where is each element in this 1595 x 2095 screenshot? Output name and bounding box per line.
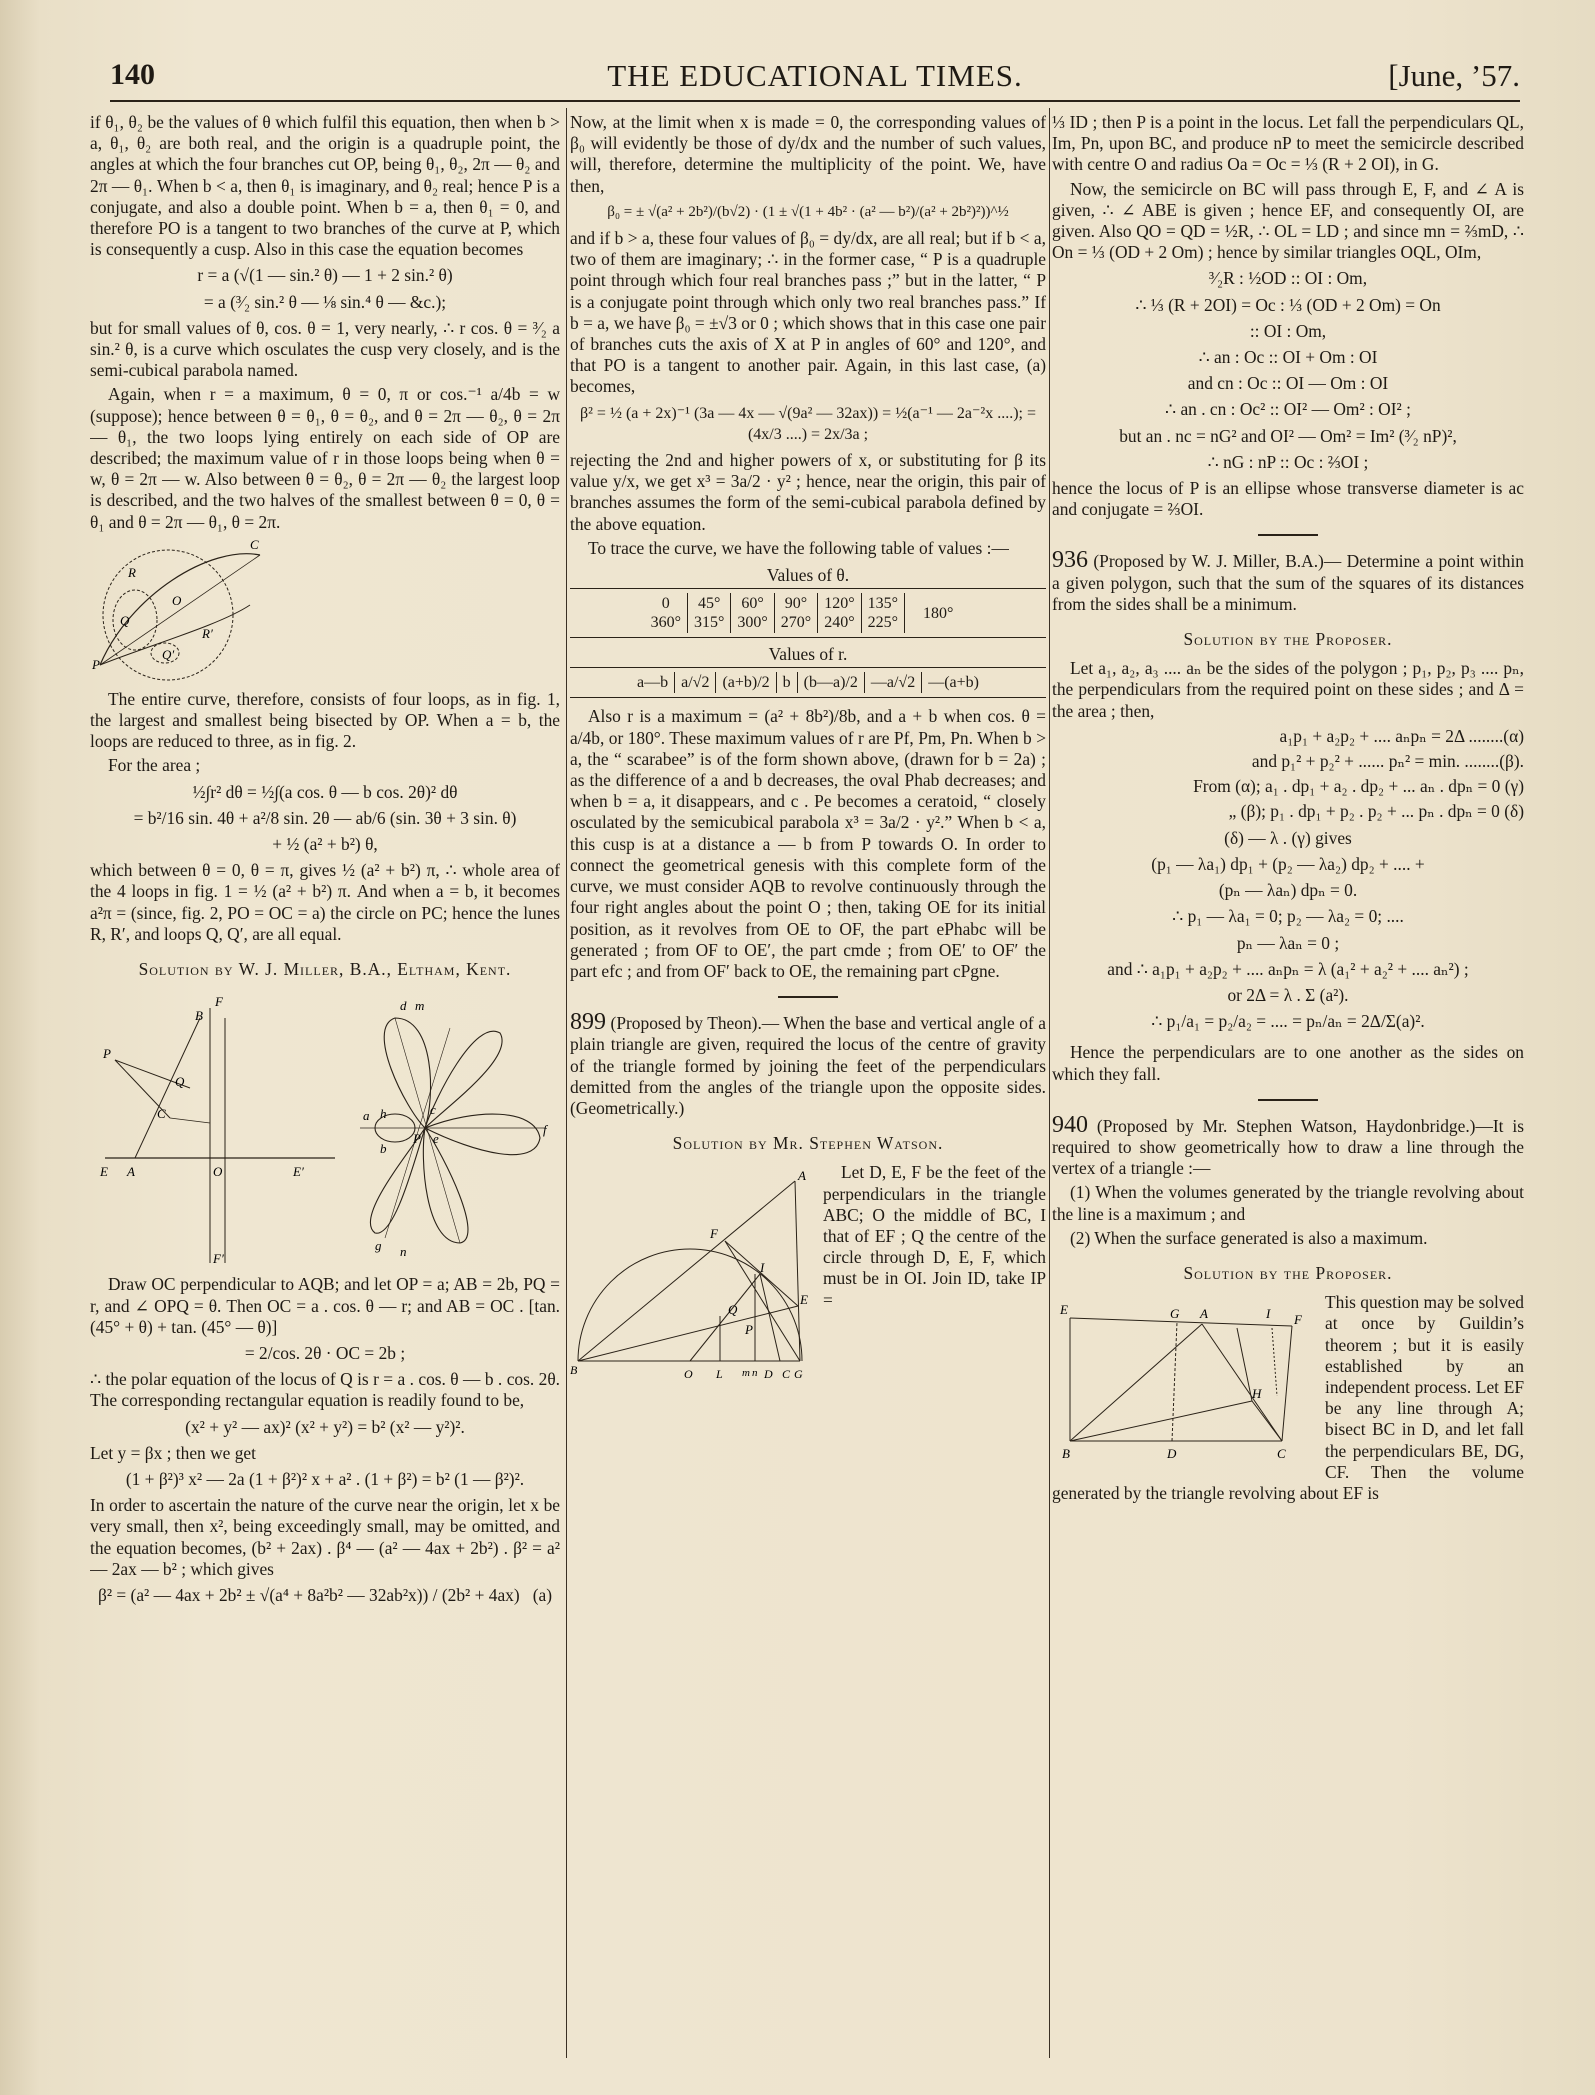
fig-label: F	[215, 994, 223, 1010]
solution-heading: Solution by Mr. Stephen Watson.	[672, 1133, 944, 1154]
fig-label: O	[213, 1164, 223, 1180]
fig-label: H	[1252, 1386, 1262, 1402]
equation: ∴ nG : nP :: Oc : ⅔OI ;	[1207, 451, 1369, 472]
fig-label: g	[375, 1238, 382, 1254]
paragraph: Draw OC perpendicular to AQB; and let OP = a; AB = 2b, PQ = r, and ∠ OPQ = θ. Then OC = a . cos. θ — r; and AB = OC . [tan. (45° + θ) + tan. (45° — θ)]	[90, 1274, 560, 1337]
equation: or 2Δ = λ . Σ (a²).	[1227, 984, 1349, 1005]
table-cell: a/√2	[675, 672, 716, 693]
fig-label: L	[716, 1367, 723, 1382]
equation: ∴ p₁/a₁ = p₂/a₂ = .... = pₙ/aₙ = 2Δ/Σ(a)².	[1151, 1011, 1425, 1032]
equation: (δ) — λ . (γ) gives	[1224, 827, 1352, 848]
column-1	[90, 112, 560, 2062]
section-separator	[1258, 534, 1318, 536]
table-cell: 135° 225°	[861, 593, 904, 633]
equation: and cn : Oc :: OI — Om : OI	[1187, 373, 1389, 394]
table-caption: Values of θ.	[766, 565, 850, 586]
table-rule	[570, 697, 1046, 698]
fig-label: F	[710, 1226, 718, 1242]
fig-label: A	[127, 1164, 135, 1180]
question-number: 940	[1052, 1111, 1088, 1138]
equation: = 2/cos. 2θ · OC = 2b ;	[244, 1342, 406, 1363]
question-number: 899	[570, 1009, 606, 1036]
fig-label: P	[103, 1046, 111, 1062]
fig-label: m	[415, 998, 425, 1014]
journal-title: THE EDUCATIONAL TIMES.	[607, 58, 1023, 93]
fig-label: B	[195, 1008, 203, 1024]
fig-label: B	[570, 1363, 578, 1378]
fig-label: a	[363, 1108, 370, 1124]
table-rule	[570, 588, 1046, 589]
theta-values-table	[645, 593, 972, 633]
fig-label: h	[380, 1106, 387, 1122]
equation: ³⁄₂R : ½OD :: OI : Om,	[1208, 268, 1368, 289]
fig-label: C	[157, 1106, 166, 1122]
equation: ∴ an . cn : Oc² :: OI² — Om² : OI² ;	[1165, 399, 1411, 420]
equation: β₀ = ± √(a² + 2b²)/(b√2) · (1 ± √(1 + 4b² · (a² — b²)/(a² + 2b²)²))^½	[607, 203, 1009, 220]
paragraph: Let a₁, a₂, a₃ .... aₙ be the sides of the polygon ; p₁, p₂, p₃ .... pₙ, the perpendiculars from the required point on these sides ; and Δ = the area ; then,	[1052, 658, 1524, 721]
paragraph: Again, when r = a maximum, θ = 0, π or cos.⁻¹ a/4b = w (suppose); hence between θ = θ₁, θ = θ₂, and θ = 2π — θ₂, θ = 2π — θ₁, the two loops lying entirely on each side of OP are described; the maximum value of r in those loops being when θ = w, θ = 2π — w. Also between θ = θ₂, θ = 2π — θ₂ the largest loop is described, and the two halves of the smallest between θ = 0, θ = θ₁ and θ = 2π — θ₁, θ = 2π.	[90, 384, 560, 532]
equation: ∴ an : Oc :: OI + Om : OI	[1198, 347, 1378, 368]
equation: (1 + β²)³ x² — 2a (1 + β²)² x + a² . (1 + β²) = b² (1 — β²)².	[125, 1468, 525, 1489]
table-rule	[570, 637, 1046, 638]
question-text: (Proposed by Mr. Stephen Watson, Haydonbridge.)—It is required to show geometrically how to draw a line through the vertex of a triangle :—	[1052, 1115, 1524, 1179]
table-cell: —(a+b)	[922, 672, 985, 693]
paragraph: if θ₁, θ₂ be the values of θ which fulfil this equation, then when b > a, θ₁, θ₂ are both real, and the origin is a quadruple point, the angles at which the four branches cut OP, being θ₁, θ₂, 2π — θ₂ and 2π — θ₁. When b < a, then θ₁ is imaginary, and θ₂ real; hence P is a conjugate, and also a double point. When b = a, then θ₁ = 0, and therefore PO is a tangent to two branches of the curve at P, which is consequently a cusp. Also in this case the equation becomes	[90, 112, 560, 260]
paragraph: In order to ascertain the nature of the curve near the origin, let x be very small, then x², being exceedingly small, may be omitted, and the equation becomes, (b² + 2ax) . β⁴ — (a² — 4ax + 2b²) . β² = a² — 2ax — b² ; which gives	[90, 1495, 560, 1579]
r-values-table	[631, 672, 985, 693]
table-cell: b	[776, 672, 797, 693]
table-rule	[570, 667, 1046, 668]
paragraph: Now, at the limit when x is made = 0, the corresponding values of β₀ will evidently be those of dy/dx and the number of such values, will, therefore, determine the multiplicity of the point. We, have then,	[570, 112, 1046, 196]
fig-label: P	[92, 656, 100, 672]
paragraph: (2) When the surface generated is also a maximum.	[1070, 1227, 1428, 1248]
paragraph: Hence the perpendiculars are to one another as the sides on which they fall.	[1052, 1042, 1524, 1084]
paragraph: For the area ;	[108, 755, 201, 776]
paragraph: This question may be solved at once by Guildin’s theorem ; but it is easily established by an independent process. Let EF be any line through A; bisect BC in D, and let fall the perpendiculars BE, DG, CF. Then the volume generated by the triangle revolving about EF is	[1052, 1292, 1524, 1503]
fig-label: G	[1170, 1306, 1180, 1322]
paragraph: Let y = βx ; then we get	[90, 1442, 256, 1463]
fig-label: O	[172, 592, 182, 608]
equation: (x² + y² — ax)² (x² + y²) = b² (x² — y²)².	[185, 1416, 465, 1437]
table-cell: a—b	[637, 674, 669, 692]
fig-label: G	[794, 1367, 803, 1382]
table-cell: 90° 270°	[774, 593, 817, 633]
fig-label: Q	[175, 1074, 185, 1090]
paragraph: Let D, E, F be the feet of the perpendiculars in the triangle ABC; O the middle of BC, I that of EF ; Q the centre of the circle through D, E, F, which must be in OI. Join ID, take IP =	[823, 1162, 1046, 1310]
column-divider-2	[1049, 108, 1050, 2058]
fig-label: R	[128, 564, 136, 580]
paragraph: which between θ = 0, θ = π, gives ½ (a² + b²) π, ∴ whole area of the 4 loops in fig. 1 = ½ (a² + b²) π. And when a = b, it becomes a²π = (since, fig. 2, PO = OC = a) the circle on PC; hence the lunes R, R′, and loops Q, Q′, are all equal.	[90, 860, 560, 944]
column-2	[570, 112, 1046, 2062]
fig-label: A	[798, 1168, 806, 1184]
table-cell: 180°	[905, 593, 972, 633]
fig-label: I	[760, 1260, 765, 1276]
equation: ½∫r² dθ = ½∫(a cos. θ — b cos. 2θ)² dθ	[192, 781, 458, 802]
table-cell: 60° 300°	[731, 593, 774, 633]
table-cell: 120° 240°	[818, 593, 861, 633]
equation: From (α); a₁ . dp₁ + a₂ . dp₂ + ... aₙ . dpₙ = 0 (γ)	[1193, 776, 1524, 797]
fig-label: B	[1062, 1446, 1070, 1462]
fig-label: D	[764, 1367, 773, 1382]
table-caption: Values of r.	[768, 644, 848, 665]
fig-label: Q	[120, 612, 130, 628]
paragraph: but for small values of θ, cos. θ = 1, very nearly, ∴ r cos. θ = ³⁄₂ a sin.² θ, is a curve which osculates the cusp very closely, and is the semi-cubical parabola named.	[90, 317, 560, 381]
fig-label: E	[800, 1292, 808, 1308]
fig-label: D	[1167, 1446, 1177, 1462]
equation: r = a (√(1 — sin.² θ) — 1 + 2 sin.² θ)	[197, 265, 453, 286]
page-number: 140	[110, 58, 155, 91]
fig-label: f	[543, 1122, 547, 1138]
question-899	[570, 1009, 1046, 1119]
fig-label: C	[782, 1367, 791, 1382]
fig-label: A	[1200, 1306, 1208, 1322]
fig-label: I	[1266, 1306, 1271, 1322]
equation-text: β² = (a² — 4ax + 2b² ± √(a⁴ + 8a²b² — 32ab²x)) / (2b² + 4ax)	[97, 1584, 520, 1605]
paragraph: Also r is a maximum = (a² + 8b²)/8b, and a + b when cos. θ = a/4b, or 180°. These maximum values of r are Pf, Pm, Pn. When b > a, the “ scarabee” is of the form shown above, (drawn for b = 2a) ; as the difference of a and b decreases, the oval Phab decreases; and when b = a, it disappears, and c . Pe becomes a ceratoid, “ closely osculated by the semicubical parabola x³ = 3a/2 · y².” When b < a, this cusp is at a distance a — b from P towards O. In order to connect the geometrical genesis with this complete form of the curve, we must consider AQB to revolve continuously through the four right angles about the point O ; then, taking OE for its initial position, as it revolves from OE to OF, the part ePhabc will be generated ; from OF to OE′, the part cmde ; from OE′ to OF′ the part efc ; and from OF′ back to OE, the remaining part cPgne.	[570, 706, 1046, 981]
table-cell: (b—a)/2	[797, 672, 864, 693]
paragraph: rejecting the 2nd and higher powers of x, or substituting for β its value y/x, we get x³ = 3a/2 · y² ; hence, near the origin, this pair of branches assumes the form of the semi-cubical parabola defined by the above equation.	[570, 450, 1046, 534]
equation	[90, 1585, 560, 1606]
paragraph: (1) When the volumes generated by the triangle revolving about the line is a maximum ; and	[1052, 1182, 1524, 1224]
fig-label: n	[752, 1367, 758, 1380]
table-cell: —a/√2	[864, 672, 921, 693]
equation: + ½ (a² + b²) θ,	[272, 834, 378, 855]
paragraph: ∴ the polar equation of the locus of Q is r = a . cos. θ — b . cos. 2θ. The corresponding rectangular equation is readily found to be,	[90, 1369, 560, 1411]
table-cell: 45° 315°	[687, 593, 730, 633]
paragraph: The entire curve, therefore, consists of four loops, as in fig. 1, the largest and smallest being bisected by OP. When a = b, the loops are reduced to three, as in fig. 2.	[90, 688, 560, 752]
solution-heading: Solution by the Proposer.	[1183, 1262, 1393, 1283]
figure-2-construction	[95, 988, 555, 1268]
figure-4-revolving-triangle	[1052, 1296, 1317, 1466]
column-divider-1	[566, 108, 567, 2058]
solution-heading: Solution by the Proposer.	[1183, 629, 1393, 650]
fig-label: E′	[293, 1164, 304, 1180]
page-header	[110, 58, 1520, 98]
equation: ∴ p₁ — λa₁ = 0; p₂ — λa₂ = 0; ....	[1172, 906, 1404, 927]
fig-label: m	[742, 1367, 750, 1380]
equation: = a (³⁄₂ sin.² θ — ⅛ sin.⁴ θ — &c.);	[203, 291, 447, 312]
column-3	[1052, 112, 1524, 2062]
fig-label: R′	[202, 625, 213, 641]
paragraph: Now, the semicircle on BC will pass through E, F, and ∠ A is given, ∴ ∠ ABE is given ; hence EF, and consequently OI, are given. Also QO = QD = ½R, ∴ OL = LD ; and since mn = ⅔mD, ∴ On = ⅓ (OD + 2 Om) ; hence by similar triangles OQL, OIm,	[1052, 178, 1524, 263]
equation-tag: (a)	[532, 1584, 553, 1605]
paragraph: hence the locus of P is an ellipse whose transverse diameter is ac and conjugate = ⅔OI.	[1052, 478, 1524, 520]
equation: ∴ ⅓ (R + 2OI) = Oc : ⅓ (OD + 2 Om) = On	[1135, 294, 1441, 315]
fig-label: n	[400, 1244, 407, 1260]
equation: (pₙ — λaₙ) dpₙ = 0.	[1218, 880, 1358, 901]
fig-label: F	[1294, 1312, 1302, 1328]
fig-label: C	[1277, 1446, 1286, 1462]
equation: and p₁² + p₂² + ...... pₙ² = min. ........(β).	[1251, 751, 1524, 772]
question-text: (Proposed by W. J. Miller, B.A.)— Determine a point within a given polygon, such that the sum of the squares of its distances from the sides shall be a minimum.	[1052, 551, 1524, 614]
fig-label: C	[250, 536, 259, 552]
figure-3-triangle	[570, 1166, 815, 1381]
fig-label: e	[433, 1131, 439, 1147]
question-936	[1052, 547, 1524, 615]
fig-label: d	[400, 998, 407, 1014]
table-cell: 0 360°	[650, 595, 681, 632]
fig-label: F′	[213, 1251, 224, 1267]
equation: but an . nc = nG² and OI² — Om² = Im² (³⁄₂ nP)²,	[1119, 425, 1457, 446]
solution-heading: Solution by W. J. Miller, B.A., Eltham, Kent.	[138, 959, 512, 980]
table-cell: (a+b)/2	[716, 672, 776, 693]
fig-label: c	[430, 1102, 436, 1118]
equation: and ∴ a₁p₁ + a₂p₂ + .... aₙpₙ = λ (a₁² + a₂² + .... aₙ²) ;	[1107, 958, 1469, 979]
issue-date: [June, ’57.	[1388, 58, 1520, 93]
fig-label: P	[745, 1322, 753, 1338]
fig-label: Q′	[162, 646, 175, 662]
paragraph: and if b > a, these four values of β₀ = dy/dx, are all real; but if b < a, two of them are imaginary; ∴ in the former case, “ P is a quadruple point through which four real branches pass ;” but in the latter, “ P is a conjugate point through which only two real branches pass.” If b = a, we have β₀ = ±√3 or 0 ; which shows that in this case one pair of branches cuts the axis of X at P in angles of 60° and 120°, and that PO is a tangent to another pair. Again, in this last case, (a) becomes,	[570, 228, 1046, 397]
section-separator	[778, 996, 838, 998]
header-rule	[110, 100, 1520, 102]
section-separator	[1258, 1099, 1318, 1101]
question-number: 936	[1052, 547, 1088, 574]
fig-label: E	[1060, 1302, 1068, 1318]
equation: (p₁ — λa₁) dp₁ + (p₂ — λa₂) dp₂ + .... +	[1151, 853, 1425, 874]
equation: pₙ — λaₙ = 0 ;	[1236, 932, 1340, 953]
paragraph: To trace the curve, we have the following table of values :—	[588, 537, 1009, 558]
fig-label: b	[380, 1141, 387, 1157]
paragraph: ⅓ ID ; then P is a point in the locus. Let fall the perpendiculars QL, Im, Pn, upon BC, and produce nP to meet the semicircle described with centre O and radius Oa = Oc = ⅓ (R + 2 OI), in G.	[1052, 112, 1524, 175]
fig-label: E	[100, 1164, 108, 1180]
equation: = b²/16 sin. 4θ + a²/8 sin. 2θ — ab/6 (sin. 3θ + 3 sin. θ)	[133, 807, 517, 828]
equation: „ (β); p₁ . dp₁ + p₂ . p₂ + ... pₙ . dpₙ = 0 (δ)	[1228, 801, 1524, 822]
equation: :: OI : Om,	[1249, 320, 1327, 341]
figure-1-loops	[90, 535, 275, 685]
fig-label: Q	[728, 1302, 738, 1318]
equation: a₁p₁ + a₂p₂ + .... aₙpₙ = 2Δ ........(α)	[1279, 725, 1524, 746]
fig-label: P	[413, 1131, 421, 1147]
question-940	[1052, 1111, 1524, 1180]
equation: β² = ½ (a + 2x)⁻¹ (3a — 4x — √(9a² — 32ax)) = ½(a⁻¹ — 2a⁻²x ....); = (4x/3 ....) = 2x/3a ;	[579, 404, 1036, 443]
question-text: (Proposed by Theon).— When the base and vertical angle of a plain triangle are given, required the locus of the centre of gravity of the triangle formed by joining the feet of the perpendiculars demitted from the angles of the triangle upon the opposite sides. (Geometrically.)	[570, 1013, 1046, 1118]
fig-label: O	[684, 1367, 693, 1382]
